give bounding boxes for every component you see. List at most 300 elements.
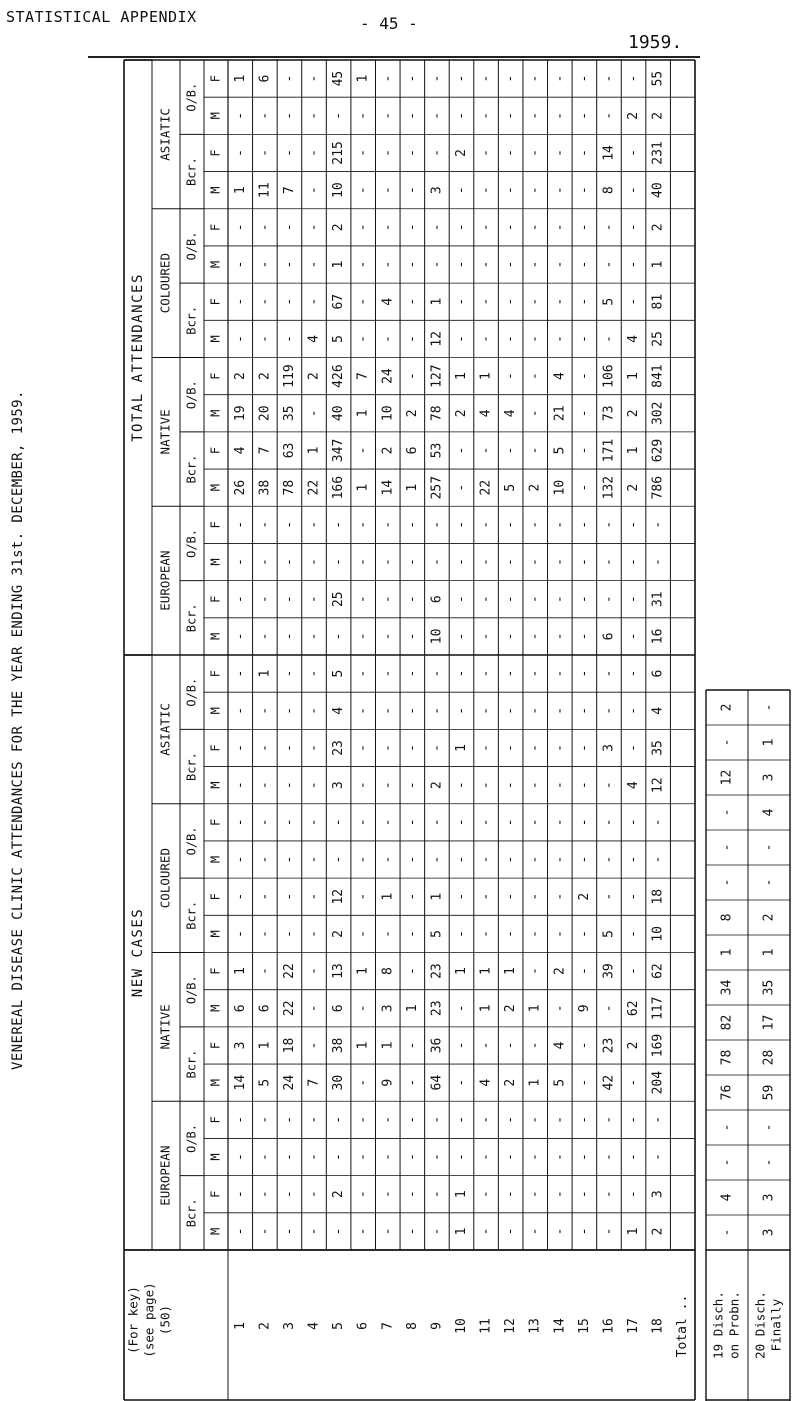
table-cell: - (232, 1153, 248, 1161)
table-cell: - (527, 520, 543, 529)
table-cell: - (650, 520, 666, 529)
table-cell: - (552, 818, 568, 827)
year-label: 1959. (628, 32, 683, 53)
table-cell: - (306, 111, 322, 120)
table-cell: - (478, 706, 494, 715)
table-cell: - (576, 558, 592, 566)
table-cell: - (626, 1078, 642, 1087)
table-cell: 2 (257, 372, 273, 381)
table-cell: - (232, 595, 248, 604)
table-cell: 4 (552, 1041, 568, 1050)
row-label: 13 (527, 1318, 543, 1334)
table-cell: 2 (503, 1078, 519, 1087)
table-cell: - (281, 595, 297, 604)
table-cell: 2 (626, 111, 642, 120)
sex-header: M (208, 260, 223, 269)
table-cell: 1 (527, 1078, 543, 1087)
table-cell: - (601, 1153, 617, 1161)
table-cell: 5 (257, 1078, 273, 1087)
table-cell: 11 (257, 182, 273, 198)
table-cell: 4 (232, 446, 248, 455)
table-cell: - (626, 967, 642, 976)
table-cell: 3 (380, 1004, 396, 1013)
type-header: O/B. (184, 1123, 199, 1153)
sex-header: M (208, 335, 223, 343)
table-cell: - (527, 111, 543, 120)
table-cell: - (503, 223, 519, 232)
type-header: O/B. (184, 528, 199, 558)
type-header: O/B. (184, 677, 199, 707)
table-cell: 14 (380, 479, 396, 496)
table-cell: - (503, 446, 519, 455)
table-cell: - (552, 632, 568, 641)
table-cell: - (503, 149, 519, 157)
table-cell: - (306, 409, 322, 418)
table-cell: 2 (650, 223, 666, 232)
table-cell: - (306, 1041, 322, 1050)
table-cell: 1 (478, 967, 494, 976)
table-cell: - (503, 595, 519, 604)
table-cell: - (454, 260, 469, 269)
race-header: COLOURED (157, 253, 173, 314)
table-cell: - (527, 669, 543, 678)
discharge-cell: 34 (719, 979, 735, 996)
table-cell: - (503, 111, 519, 120)
table-cell: - (380, 632, 396, 641)
table-cell: - (552, 595, 568, 604)
table-cell: - (552, 744, 568, 752)
table-cell: - (576, 74, 592, 83)
table-cell: - (306, 818, 322, 827)
row-label: 4 (306, 1322, 322, 1330)
table-cell: 38 (331, 1037, 347, 1054)
table-cell: - (527, 1190, 543, 1199)
table-cell: - (478, 297, 494, 306)
table-cell: 5 (331, 334, 347, 343)
table-cell: 2 (576, 892, 592, 901)
table-cell: - (576, 297, 592, 306)
table-cell: - (331, 632, 347, 641)
table-cell: 5 (552, 446, 568, 455)
table-cell: - (552, 669, 568, 678)
table-cell: 347 (331, 438, 347, 463)
table-cell: - (478, 334, 494, 343)
table-cell: - (454, 892, 469, 901)
key-note-line: (50) (157, 1304, 173, 1336)
table-cell: - (404, 1078, 420, 1087)
table-cell: 1 (626, 372, 642, 381)
type-header: Bcr. (184, 1049, 199, 1079)
table-cell: - (380, 781, 396, 790)
table-cell: - (626, 744, 642, 752)
discharge-cell: - (761, 878, 777, 887)
table-cell: 1 (257, 1041, 273, 1050)
table-cell: - (257, 1227, 273, 1236)
table-cell: 4 (650, 706, 666, 715)
table-cell: - (380, 706, 396, 715)
table-cell: - (429, 1190, 445, 1199)
table-cell: - (257, 595, 273, 604)
table-cell: 26 (232, 479, 248, 496)
table-cell: - (527, 149, 543, 157)
row-label: 5 (331, 1322, 347, 1330)
sex-header: M (208, 707, 223, 715)
table-cell: - (527, 1115, 543, 1124)
table-cell: - (601, 669, 617, 678)
table-cell: - (478, 929, 494, 938)
table-cell: 40 (650, 182, 666, 198)
table-cell: 3 (650, 1190, 666, 1199)
table-cell: - (306, 855, 322, 864)
table-cell: 22 (306, 479, 322, 496)
discharge-cell: 3 (761, 1193, 777, 1202)
table-cell: - (503, 818, 519, 827)
table-cell: 302 (650, 401, 666, 426)
table-cell: - (576, 260, 592, 269)
table-cell: - (232, 706, 248, 715)
table-cell: - (380, 744, 396, 752)
sex-header: M (208, 484, 223, 492)
row-label: Total .. (675, 1294, 691, 1358)
table-cell: - (404, 595, 420, 604)
table-cell: - (601, 781, 617, 790)
table-cell: - (380, 855, 396, 864)
table-cell: - (527, 558, 543, 566)
table-cell: - (355, 223, 371, 232)
row-label: 3 (281, 1322, 297, 1330)
table-cell: - (355, 334, 371, 343)
table-cell: - (626, 186, 642, 195)
table-cell: - (626, 855, 642, 864)
table-cell: 31 (650, 591, 666, 608)
table-cell: 841 (650, 364, 666, 388)
table-cell: - (503, 744, 519, 752)
table-cell: - (527, 595, 543, 604)
table-cell: - (454, 1153, 469, 1161)
table-cell: 2 (503, 1004, 519, 1013)
table-cell: - (380, 595, 396, 604)
table-cell: - (454, 1115, 469, 1124)
discharge-row-label: on Probn. (726, 1291, 742, 1359)
table-cell: - (527, 855, 543, 864)
table-cell: - (626, 1115, 642, 1124)
table-cell: - (257, 1190, 273, 1199)
table-cell: - (650, 1115, 666, 1124)
discharge-cell: 76 (719, 1084, 735, 1101)
table-cell: - (232, 558, 248, 566)
type-header: Bcr. (184, 1198, 199, 1228)
sex-header: M (208, 1153, 223, 1161)
table-cell: - (331, 1153, 347, 1161)
discharge-cell: 28 (761, 1049, 777, 1066)
table-cell: 127 (429, 364, 445, 388)
table-cell: - (454, 1078, 469, 1087)
sex-header: F (208, 1116, 223, 1124)
table-cell: 1 (626, 1227, 642, 1236)
table-cell: - (454, 632, 469, 641)
table-cell: 4 (478, 409, 494, 418)
table-cell: - (306, 595, 322, 604)
sex-header: F (208, 1041, 223, 1050)
discharge-cell: - (719, 1123, 735, 1132)
table-cell: - (503, 520, 519, 529)
table-cell: - (527, 892, 543, 901)
table-cell: 6 (257, 74, 273, 83)
table-cell: 1 (232, 74, 248, 83)
table-cell: - (281, 558, 297, 566)
table-cell: - (404, 1041, 420, 1050)
table-cell: - (454, 669, 469, 678)
table-cell: - (232, 669, 248, 678)
table-cell: - (454, 74, 469, 83)
table-cell: 67 (331, 293, 347, 310)
table-cell: - (454, 334, 469, 343)
sex-header: M (208, 558, 223, 566)
table-cell: - (576, 1041, 592, 1050)
table-cell: - (478, 818, 494, 827)
table-cell: - (257, 149, 273, 157)
table-cell: - (404, 1115, 420, 1124)
table-cell: - (503, 1041, 519, 1050)
table-cell: - (478, 149, 494, 157)
table-cell: - (257, 892, 273, 901)
table-cell: 10 (552, 479, 568, 496)
table-cell: 106 (601, 364, 617, 388)
table-cell: - (232, 855, 248, 864)
table-cell: - (527, 706, 543, 715)
table-cell: 4 (380, 297, 396, 306)
table-cell: - (306, 706, 322, 715)
table-cell: - (306, 669, 322, 678)
table-cell: - (454, 297, 469, 306)
table-cell: 23 (601, 1037, 617, 1054)
table-cell: - (552, 1115, 568, 1124)
table-cell: 10 (331, 182, 347, 198)
table-cell: - (355, 1078, 371, 1087)
discharge-cell: 78 (719, 1049, 735, 1066)
table-cell: - (478, 558, 494, 566)
table-cell: - (478, 223, 494, 232)
table-cell: - (454, 446, 469, 455)
table-cell: - (576, 149, 592, 157)
table-cell: 1 (454, 1227, 469, 1236)
table-cell: 2 (454, 149, 469, 157)
table-cell: - (601, 1190, 617, 1199)
table-cell: - (650, 1153, 666, 1161)
table-cell: - (380, 334, 396, 343)
table-cell: 4 (503, 409, 519, 418)
table-cell: - (355, 744, 371, 752)
table-cell: - (404, 334, 420, 343)
table-cell: - (527, 74, 543, 83)
table-cell: - (552, 558, 568, 566)
table-cell: - (626, 223, 642, 232)
table-cell: 257 (429, 475, 445, 500)
table-cell: - (527, 446, 543, 455)
table-cell: - (281, 1190, 297, 1199)
sex-header: M (208, 632, 223, 641)
table-cell: - (380, 223, 396, 232)
table-cell: - (380, 149, 396, 157)
table-cell: - (527, 929, 543, 938)
table-cell: - (601, 558, 617, 566)
table-cell: - (281, 149, 297, 157)
table-cell: - (454, 929, 469, 938)
table-cell: 2 (232, 372, 248, 381)
type-header: Bcr. (184, 454, 199, 484)
table-cell: 45 (331, 70, 347, 87)
table-cell: 2 (626, 1041, 642, 1050)
table-cell: - (257, 297, 273, 306)
table-cell: - (601, 1227, 617, 1236)
table-cell: - (404, 558, 420, 566)
table-cell: - (281, 223, 297, 232)
table-cell: - (404, 1227, 420, 1236)
table-cell: 18 (281, 1037, 297, 1054)
table-cell: - (355, 111, 371, 120)
table-cell: 3 (601, 744, 617, 752)
table-cell: - (404, 111, 420, 120)
table-cell: - (281, 1115, 297, 1124)
table-cell: - (601, 1115, 617, 1124)
table-cell: 1 (355, 1041, 371, 1050)
table-cell: - (552, 520, 568, 529)
table-cell: - (626, 818, 642, 827)
discharge-cell: 12 (719, 769, 735, 786)
table-cell: - (478, 1227, 494, 1236)
table-cell: - (281, 781, 297, 790)
table-cell: - (552, 929, 568, 938)
race-header: NATIVE (157, 1004, 173, 1050)
table-cell: 25 (331, 591, 347, 608)
table-cell: - (232, 334, 248, 343)
table-cell: 12 (429, 331, 445, 347)
table-cell: - (552, 74, 568, 83)
table-cell: 21 (552, 405, 568, 422)
table-cell: - (601, 595, 617, 604)
table-cell: 9 (380, 1078, 396, 1087)
table-cell: - (232, 297, 248, 306)
table-cell: - (306, 1004, 322, 1013)
table-cell: - (478, 74, 494, 83)
table-cell: - (576, 632, 592, 641)
table-cell: - (281, 929, 297, 938)
table-cell: 204 (650, 1070, 666, 1095)
sex-header: F (208, 669, 223, 678)
table-cell: - (429, 818, 445, 827)
row-label: 16 (601, 1318, 617, 1334)
table-cell: 6 (650, 669, 666, 678)
table-cell: - (257, 334, 273, 343)
discharge-row-label: 19 Disch. (710, 1291, 726, 1359)
table-cell: 42 (601, 1074, 617, 1091)
table-cell: - (404, 1190, 420, 1199)
table-cell: 22 (281, 1000, 297, 1017)
table-cell: - (404, 1153, 420, 1161)
table-cell: 1 (454, 1190, 469, 1199)
table-cell: - (576, 929, 592, 938)
table-cell: - (478, 520, 494, 529)
table-cell: - (281, 632, 297, 641)
table-cell: 24 (380, 368, 396, 384)
discharge-cell: - (719, 878, 735, 887)
table-cell: - (552, 186, 568, 195)
page-header (0, 0, 800, 60)
table-cell: 6 (232, 1004, 248, 1013)
type-header: O/B. (184, 380, 199, 410)
sex-header: M (208, 186, 223, 194)
table-cell: - (601, 855, 617, 864)
row-label: 10 (454, 1318, 469, 1334)
table-cell: - (257, 260, 273, 269)
table-cell: - (552, 892, 568, 901)
discharge-cell: 82 (719, 1014, 735, 1031)
discharge-cell: 1 (761, 948, 777, 957)
table-cell: - (576, 595, 592, 604)
sex-header: F (208, 744, 223, 752)
table-cell: - (281, 520, 297, 529)
sex-header: F (208, 446, 223, 455)
table-cell: 2 (650, 111, 666, 120)
table-cell: - (503, 260, 519, 269)
table-cell: - (306, 520, 322, 529)
sex-header: F (208, 967, 223, 975)
table-cell: - (404, 706, 420, 715)
table-cell: - (355, 1190, 371, 1199)
discharge-cell: - (761, 843, 777, 852)
table-cell: 4 (626, 334, 642, 343)
table-cell: 786 (650, 475, 666, 500)
table-cell: 132 (601, 475, 617, 500)
table-cell: - (552, 260, 568, 269)
table-cell: - (404, 929, 420, 938)
table-cell: - (454, 186, 469, 195)
table-cell: - (355, 186, 371, 195)
table-cell: - (552, 223, 568, 232)
sex-header: M (208, 1004, 223, 1012)
sex-header: M (208, 930, 223, 938)
table-cell: - (552, 1190, 568, 1199)
table-cell: - (454, 595, 469, 604)
table-cell: - (281, 818, 297, 827)
table-cell: - (429, 111, 445, 120)
page-number: - 45 - (360, 14, 418, 33)
table-cell: 38 (257, 479, 273, 496)
row-label: 12 (503, 1318, 519, 1334)
row-label: 8 (404, 1322, 420, 1330)
table-cell: - (626, 632, 642, 641)
table-cell: - (232, 1190, 248, 1199)
table-cell: 8 (601, 186, 617, 195)
table-cell: - (601, 111, 617, 120)
table-cell: - (454, 483, 469, 492)
table-cell: - (454, 706, 469, 715)
table-cell: - (503, 74, 519, 83)
table-cell: 231 (650, 141, 666, 165)
discharge-cell: 4 (719, 1193, 735, 1202)
table-cell: 73 (601, 405, 617, 422)
discharge-cell: - (719, 1228, 735, 1237)
table-cell: - (306, 74, 322, 83)
table-cell: - (355, 929, 371, 938)
table-cell: 1 (380, 1041, 396, 1050)
table-cell: - (478, 595, 494, 604)
table-cell: 4 (331, 706, 347, 715)
table-cell: - (380, 558, 396, 566)
table-cell: - (404, 297, 420, 306)
table-cell: - (454, 781, 469, 790)
group-header: NEW CASES (130, 907, 146, 998)
